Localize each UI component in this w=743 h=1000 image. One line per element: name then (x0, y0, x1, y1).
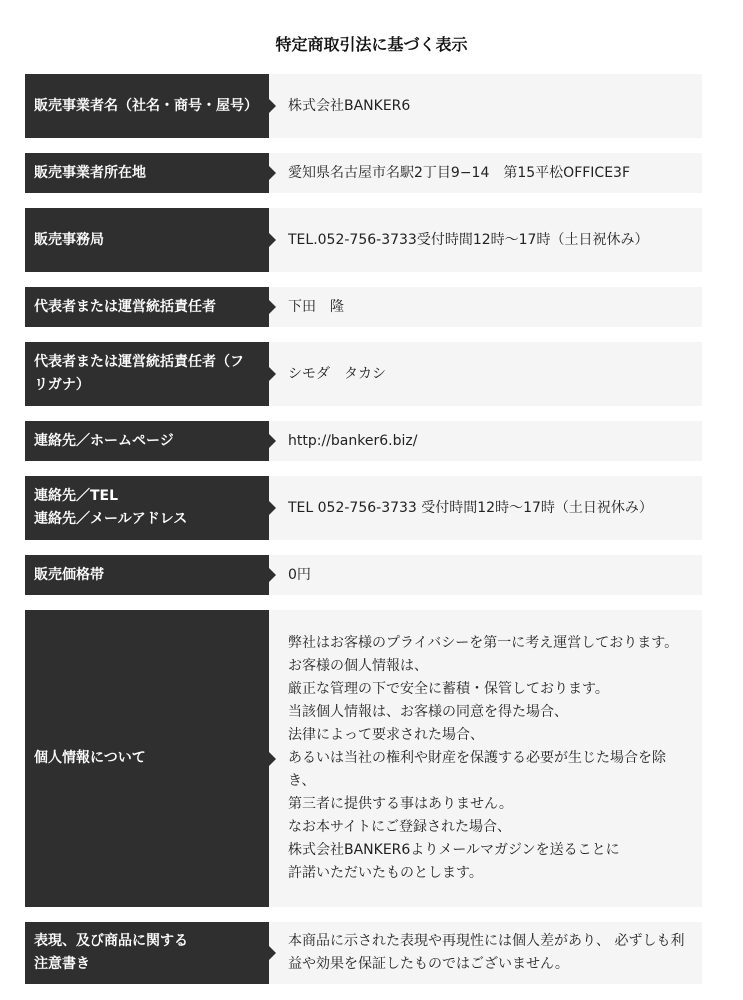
row-label (25, 476, 269, 540)
table-row-seller-name (25, 74, 702, 138)
table-row-price-range (25, 555, 702, 595)
table-row-representative-furigana (25, 342, 702, 406)
row-value-text: TEL 052-756-3733 受付時間12時～17時（土日祝休み） (288, 499, 653, 516)
row-value (269, 476, 702, 540)
arrow-right-icon (269, 233, 276, 247)
row-value (269, 555, 702, 595)
row-label-text: 代表者または運営統括責任者（フリガナ） (34, 354, 244, 393)
table-row-disclaimer (25, 922, 702, 984)
row-value (269, 287, 702, 327)
table-row-representative (25, 287, 702, 327)
row-label-text: 販売事務局 (34, 231, 104, 248)
legal-info-table (25, 74, 702, 999)
row-label (25, 287, 269, 327)
row-value (269, 342, 702, 406)
row-label (25, 421, 269, 461)
row-label-text: 販売事業者所在地 (34, 164, 146, 181)
arrow-right-icon (269, 946, 276, 960)
row-label (25, 555, 269, 595)
row-value (269, 208, 702, 272)
row-value (269, 610, 702, 907)
row-label-text: 連絡先／TEL 連絡先／メールアドレス (34, 488, 188, 527)
arrow-right-icon (269, 300, 276, 314)
row-value-text: 株式会社BANKER6 (288, 97, 411, 114)
arrow-right-icon (269, 166, 276, 180)
homepage-link[interactable]: http://banker6.biz/ (288, 432, 418, 449)
row-value-text: 下田 隆 (288, 298, 344, 315)
row-value-text: 本商品に示された表現や再現性には個人差があり、 必ずしも利益や効果を保証したものではございません。 (288, 933, 685, 972)
row-label (25, 342, 269, 406)
row-value (269, 153, 702, 193)
row-value (269, 421, 702, 461)
row-label (25, 153, 269, 193)
row-label-text: 販売事業者名（社名・商号・屋号） (34, 97, 258, 114)
arrow-right-icon (269, 501, 276, 515)
row-label (25, 610, 269, 907)
row-label-text: 個人情報について (34, 750, 146, 766)
row-label-text: 連絡先／ホームページ (34, 432, 174, 449)
arrow-right-icon (269, 568, 276, 582)
row-value-text: TEL.052-756-3733受付時間12時～17時（土日祝休み） (288, 231, 649, 248)
row-value (269, 922, 702, 984)
page-title: 特定商取引法に基づく表示 (275, 35, 468, 54)
row-label (25, 74, 269, 138)
table-row-sales-office (25, 208, 702, 272)
row-label (25, 922, 269, 984)
arrow-right-icon (269, 434, 276, 448)
arrow-right-icon (269, 99, 276, 113)
arrow-right-icon (269, 752, 276, 766)
row-label-text: 表現、及び商品に関する 注意書き (34, 933, 188, 972)
table-row-homepage (25, 421, 702, 461)
row-value-text: 愛知県名古屋市名駅2丁目9−14 第15平松OFFICE3F (288, 164, 631, 181)
row-label-text: 販売価格帯 (34, 566, 104, 583)
row-value (269, 74, 702, 138)
row-value-text: シモダ タカシ (288, 365, 386, 382)
row-label-text: 代表者または運営統括責任者 (34, 298, 216, 315)
table-row-seller-address (25, 153, 702, 193)
arrow-right-icon (269, 367, 276, 381)
table-row-privacy (25, 610, 702, 907)
table-row-contact (25, 476, 702, 540)
row-value-text: 弊社はお客様のプライバシーを第一に考え運営しております。 お客様の個人情報は、 厳正な管理の下で安全に蓄積・保管しております。 当該個人情報は、お客様の同意を得た場合、 法律によって要求された場合、 あるいは当社の権利や財産を保護する必要が生じた場合を除き、 第三者に提供する事はありません。 なお本サイトにご登録された場合、 株式会社BANKER6よりメールマガジンを送ることに 許諾いただいたものとします。 (288, 635, 679, 881)
row-value-text: 0円 (288, 566, 311, 583)
row-label (25, 208, 269, 272)
